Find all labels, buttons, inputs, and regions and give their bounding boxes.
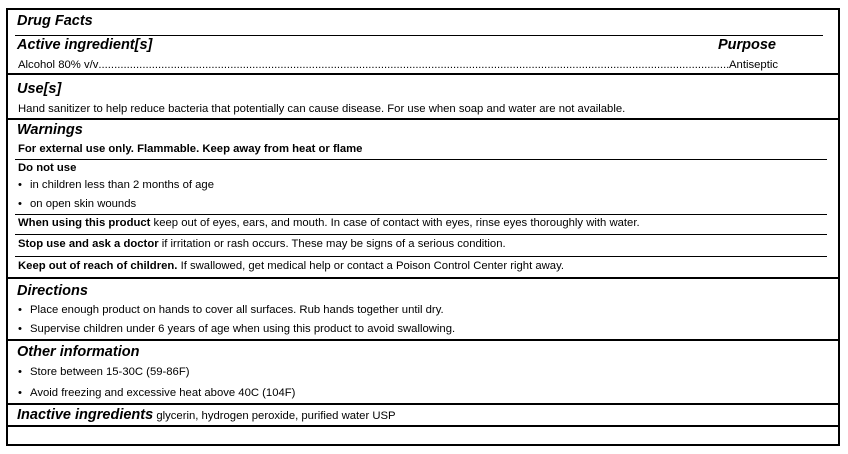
when-using-label: When using this product: [18, 217, 151, 229]
other-information-header: Other information: [17, 344, 140, 360]
when-using-warning: [18, 216, 640, 230]
panel-title: Drug Facts: [17, 13, 93, 29]
active-ingredient-section: [8, 10, 838, 75]
do-not-use-item-1: • in children less than 2 months of age: [18, 178, 214, 192]
warnings-divider-2: [15, 214, 827, 215]
do-not-use-item-2: • on open skin wounds: [18, 197, 136, 211]
keep-out-label: Keep out of reach of children.: [18, 260, 178, 272]
active-ingredient-header: Active ingredient[s]: [17, 37, 153, 53]
stop-use-text: if irritation or rash occurs. These may be signs of a serious condition.: [158, 238, 506, 250]
other-information-item-1: • Store between 15-30C (59-86F): [18, 365, 190, 379]
title-divider: [15, 35, 823, 36]
empty-bottom-row: [8, 427, 838, 446]
keep-out-warning: [18, 259, 564, 273]
active-ingredient-row: [18, 58, 778, 72]
do-not-use-header: Do not use: [18, 162, 77, 174]
warnings-section: [8, 120, 838, 279]
inactive-ingredients-text: glycerin, hydrogen peroxide, purified water USP: [153, 410, 396, 422]
keep-out-text: If swallowed, get medical help or contact a Poison Control Center right away.: [177, 260, 565, 272]
directions-item-2: • Supervise children under 6 years of age when using this product to avoid swallowing.: [18, 322, 455, 336]
other-information-item-2: • Avoid freezing and excessive heat above 40C (104F): [18, 386, 295, 400]
when-using-text: keep out of eyes, ears, and mouth. In case of contact with eyes, rinse eyes thoroughly with water.: [150, 217, 640, 229]
directions-section: [8, 279, 838, 341]
drug-facts-panel: [6, 8, 840, 446]
inactive-ingredients-row: [17, 407, 396, 425]
purpose-header: Purpose: [717, 37, 776, 53]
warnings-divider-1: [15, 159, 827, 160]
uses-header: Use[s]: [17, 81, 62, 97]
active-ingredient-name: Alcohol 80% v/v: [18, 59, 99, 71]
active-ingredient-purpose: Antiseptic: [729, 59, 778, 71]
inactive-ingredients-section: [8, 405, 838, 427]
inactive-ingredients-header: Inactive ingredients: [17, 407, 154, 423]
dot-leader: [98, 58, 729, 72]
directions-header: Directions: [17, 283, 88, 299]
warnings-divider-3: [15, 234, 827, 235]
stop-use-warning: [18, 237, 506, 251]
uses-section: [8, 75, 838, 120]
flammable-warning: For external use only. Flammable. Keep away from heat or flame: [18, 143, 363, 155]
other-information-section: [8, 341, 838, 405]
uses-text: Hand sanitizer to help reduce bacteria that potentially can cause disease. For use when soap and water are not available.: [18, 103, 626, 115]
warnings-divider-4: [15, 256, 827, 257]
directions-item-1: • Place enough product on hands to cover all surfaces. Rub hands together until dry.: [18, 303, 444, 317]
stop-use-label: Stop use and ask a doctor: [18, 238, 159, 250]
warnings-header: Warnings: [17, 122, 83, 138]
